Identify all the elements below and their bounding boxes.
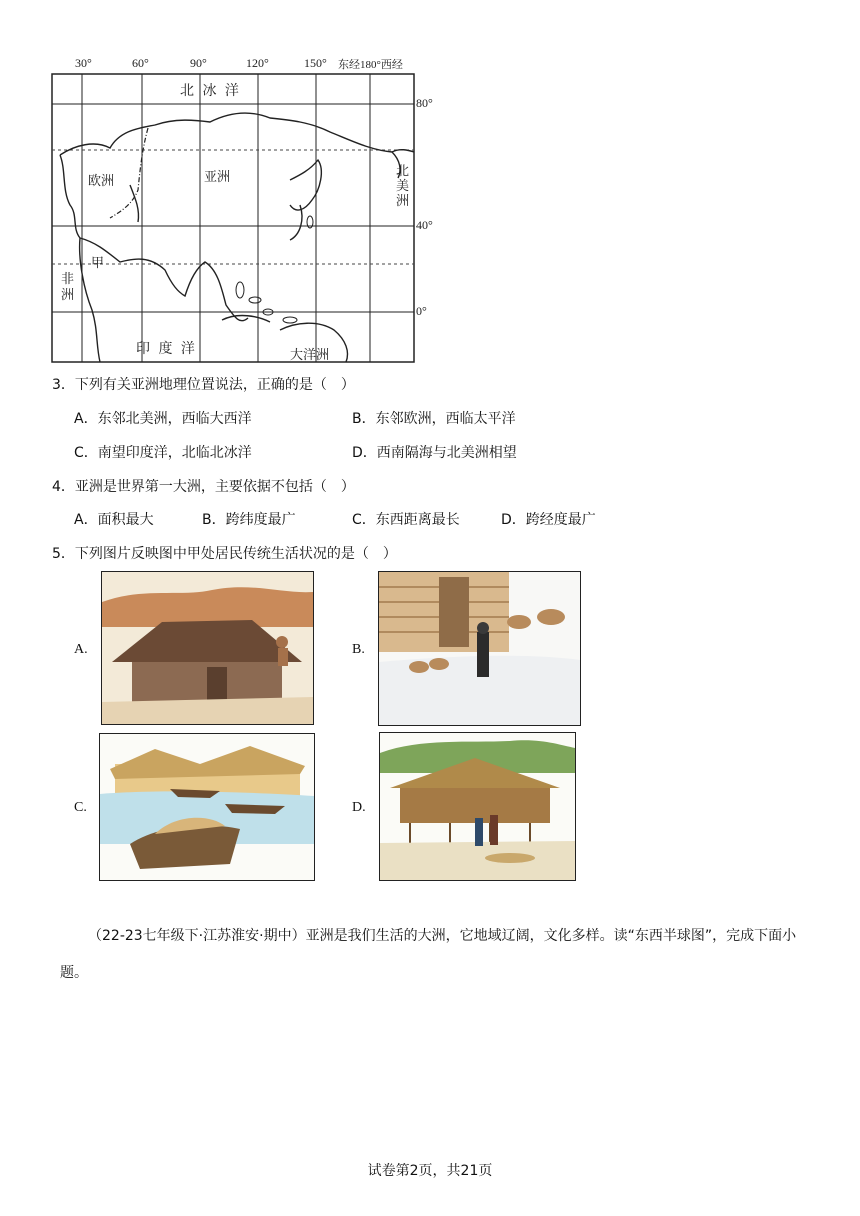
question-3-option-c[interactable]: C．南望印度洋，北临北冰洋 bbox=[74, 445, 252, 461]
reindeer-sled-image bbox=[379, 572, 580, 725]
intro-paragraph bbox=[60, 918, 808, 992]
question-5-option-a[interactable]: A. bbox=[74, 642, 88, 657]
question-3-option-b[interactable]: B．东邻欧洲，西临太平洋 bbox=[352, 411, 516, 427]
desert-tent-image bbox=[102, 572, 313, 724]
question-5-option-b[interactable]: B. bbox=[352, 642, 365, 657]
label-europe: 欧洲 bbox=[88, 174, 115, 189]
question-5-option-d[interactable]: D. bbox=[352, 800, 366, 815]
stilt-house-image bbox=[380, 733, 575, 880]
question-3-option-d[interactable]: D．西南隔海与北美洲相望 bbox=[352, 445, 517, 461]
asia-map bbox=[0, 0, 860, 370]
label-africa: 非洲 bbox=[61, 272, 75, 303]
picture-d-stilt-house[interactable] bbox=[379, 732, 576, 881]
label-indian-ocean: 印 度 洋 bbox=[136, 341, 197, 357]
label-point-jia: 甲 bbox=[91, 256, 105, 271]
water-village-image bbox=[100, 734, 314, 880]
picture-a-desert-tent[interactable] bbox=[101, 571, 314, 725]
lon-label-120: 120° bbox=[246, 56, 269, 70]
picture-c-water-village[interactable] bbox=[99, 733, 315, 881]
question-5-stem: 5．下列图片反映图中甲处居民传统生活状况的是（ ） bbox=[52, 546, 397, 562]
lat-label-40: 40° bbox=[416, 218, 433, 232]
lat-label-0: 0° bbox=[416, 304, 427, 318]
picture-b-reindeer-sled[interactable] bbox=[378, 571, 581, 726]
question-4-stem: 4．亚洲是世界第一大洲，主要依据不包括（ ） bbox=[52, 479, 355, 495]
lon-label-150: 150° bbox=[304, 56, 327, 70]
lon-label-180: 东经180°西经 bbox=[338, 59, 403, 71]
label-arctic-ocean: 北 冰 洋 bbox=[180, 83, 241, 99]
question-3-stem: 3．下列有关亚洲地理位置说法，正确的是（ ） bbox=[52, 377, 355, 393]
page-footer: 试卷第2页，共21页 bbox=[367, 1163, 493, 1179]
question-4-option-d[interactable]: D．跨经度最广 bbox=[501, 512, 596, 528]
question-4-option-b[interactable]: B．跨纬度最广 bbox=[202, 512, 296, 528]
lon-label-30: 30° bbox=[75, 56, 92, 70]
question-4-option-a[interactable]: A．面积最大 bbox=[74, 512, 154, 528]
label-north-america: 北美洲 bbox=[396, 164, 410, 209]
question-3-option-a[interactable]: A．东邻北美洲，西临大西洋 bbox=[74, 411, 252, 427]
map-graphic bbox=[0, 0, 860, 370]
lat-label-80: 80° bbox=[416, 96, 433, 110]
lon-label-60: 60° bbox=[132, 56, 149, 70]
label-asia: 亚洲 bbox=[204, 170, 231, 185]
lon-label-90: 90° bbox=[190, 56, 207, 70]
label-oceania: 大洋洲 bbox=[290, 348, 330, 363]
intro-text: （22-23七年级下·江苏淮安·期中）亚洲是我们生活的大洲，它地域辽阔，文化多样。读“东西半球图”，完成下面小题。 bbox=[60, 928, 797, 981]
question-5-option-c[interactable]: C. bbox=[74, 800, 87, 815]
question-4-option-c[interactable]: C．东西距离最长 bbox=[352, 512, 460, 528]
